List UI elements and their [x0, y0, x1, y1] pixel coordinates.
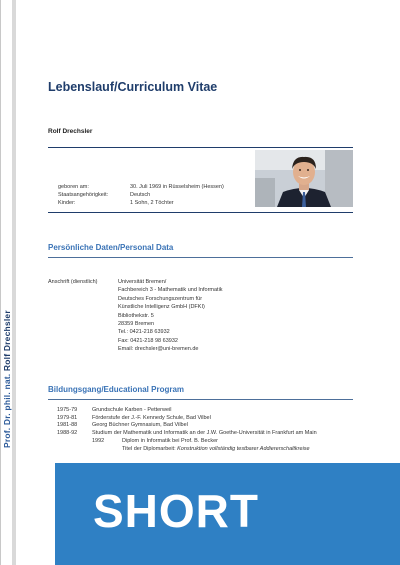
education-year: 1988-92 — [57, 430, 78, 437]
section-heading-personal: Persönliche Daten/Personal Data — [48, 243, 174, 252]
section-heading-education: Bildungsgang/Educational Program — [48, 385, 185, 394]
education-row — [57, 422, 357, 430]
fact-value: 1 Sohn, 2 Töchter — [130, 200, 174, 206]
sidebar-vertical-title — [2, 310, 12, 448]
education-text: Förderstufe der J.-F. Kennedy Schule, Bad Vilbel — [92, 414, 211, 421]
education-row — [57, 407, 357, 415]
address-phone: Tel.: 0421-218 63932 — [118, 329, 170, 336]
education-text: Studium der Mathematik und Informatik an der J.W. Goethe-Universität in Frankfurt am Main — [92, 430, 317, 437]
education-year: 1979-81 — [57, 414, 78, 421]
portrait-photo — [255, 150, 353, 207]
sidebar-bar — [12, 0, 16, 565]
thesis-label: Titel der Diplomarbeit: — [122, 445, 176, 452]
education-text: Grundschule Karben - Petterweil — [92, 407, 172, 413]
divider-personal — [48, 257, 353, 258]
education-year: 1981-88 — [57, 422, 78, 429]
address-email: Email: drechsler@uni-bremen.de — [118, 346, 199, 353]
address-line: Fachbereich 3 - Mathematik und Informatik — [118, 287, 223, 294]
address-line: Bibliothekstr. 5 — [118, 312, 154, 319]
address-label: Anschrift (dienstlich) — [48, 279, 98, 285]
education-sub-year: 1992 — [92, 437, 105, 444]
address-line: Universität Bremen/ — [118, 279, 167, 285]
divider-education — [48, 399, 353, 400]
sidebar-name: Rolf Drechsler — [2, 310, 12, 372]
fact-row-birth — [58, 183, 224, 191]
page-title: Lebenslauf/Curriculum Vitae — [48, 80, 218, 94]
education-year: 1975-79 — [57, 407, 78, 413]
fact-key: Kinder: — [58, 200, 76, 206]
fact-value: 30. Juli 1969 in Rüsselsheim (Hessen) — [130, 184, 224, 190]
address-fax: Fax: 0421-218 98 63932 — [118, 337, 178, 344]
fact-key: geboren am: — [58, 184, 89, 190]
address-lines — [118, 278, 318, 354]
fact-row-children — [58, 199, 224, 207]
address-line: Künstliche Intelligenz GmbH (DFKI) — [118, 304, 205, 311]
address-line: Deutsches Forschungszentrum für — [118, 295, 203, 302]
education-row — [57, 430, 357, 438]
sidebar-degree: Prof. Dr. phil. nat. — [2, 373, 12, 448]
short-banner-label: SHORT — [93, 485, 259, 537]
address-line: 28359 Bremen — [118, 321, 155, 328]
person-name: Rolf Drechsler — [48, 128, 93, 135]
divider-top — [48, 147, 353, 148]
education-text: Georg Büchner Gymnasium, Bad Vilbel — [92, 422, 188, 429]
fact-row-nationality — [58, 191, 224, 199]
personal-facts — [58, 183, 224, 207]
fact-value: Deutsch — [130, 192, 151, 198]
education-thesis — [57, 446, 357, 454]
thesis-title: Konstruktion vollständig testbarer Addiererschaltkreise — [177, 445, 310, 452]
education-sub-text: Diplom in Informatik bei Prof. B. Becker — [122, 437, 218, 444]
education-row — [57, 415, 357, 423]
education-subrow — [57, 438, 357, 446]
divider-facts — [48, 212, 353, 213]
fact-key: Staatsangehörigkeit: — [58, 192, 109, 198]
education-list — [57, 407, 357, 453]
